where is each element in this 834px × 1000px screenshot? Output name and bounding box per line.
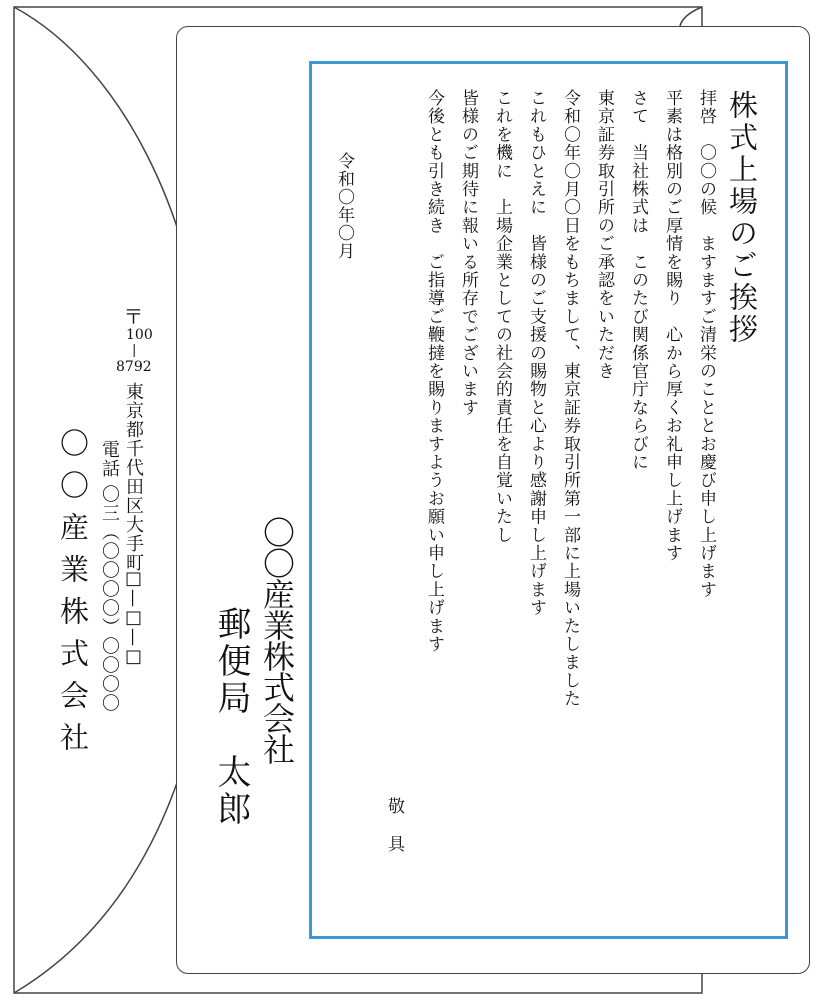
recipient-company: 〇〇産業株式会社 (258, 516, 296, 764)
postal-code-top: 100 (126, 327, 153, 343)
letter-line-9: 今後とも引き続き ご指導ご鞭撻を賜りますようお願い申し上げます (424, 89, 444, 654)
letter-frame (309, 61, 788, 939)
postal-mark: 〒 (120, 306, 144, 326)
letter-date: 令和〇年〇月 (334, 152, 354, 260)
sender-address-block: □—□—□ (123, 568, 144, 667)
postal-code-bottom: 8792 (116, 359, 152, 375)
recipient-name: 郵便局 太郎 (211, 606, 251, 828)
letter-closing: 敬 具 (384, 797, 404, 854)
letter-line-6: これもひとえに 皆様のご支援の賜物と心より感謝申し上げます (526, 89, 546, 617)
letter-line-2: 平素は格別のご厚情を賜り 心から厚くお礼申し上げます (662, 89, 682, 563)
letter-line-3: さて 当社株式は このたび関係官庁ならびに (628, 89, 648, 472)
letter-line-4: 東京証券取引所のご承認をいただき (594, 89, 614, 381)
letter-line-5: 令和〇年〇月〇日をもちまして、東京証券取引所第一部に上場いたしました (560, 89, 580, 708)
letter-line-7: これを機に 上場企業としての社会的責任を自覚いたし (492, 89, 512, 544)
sender-company: 〇〇産業株式会社 (56, 428, 90, 764)
letter-line-8: 皆様のご期待に報いる所存でございます (458, 89, 478, 417)
sender-address: 東京都千代田区大手町 (123, 382, 144, 572)
letter-line-1: 拝啓 〇〇の候 ますますご清栄のこととお慶び申し上げます (696, 89, 716, 599)
postal-code-dash: | (132, 343, 137, 358)
sender-phone: 電話 〇三（〇〇〇〇）〇〇〇〇 (99, 440, 120, 713)
letter-title: 株式上場のご挨拶 (725, 90, 759, 346)
